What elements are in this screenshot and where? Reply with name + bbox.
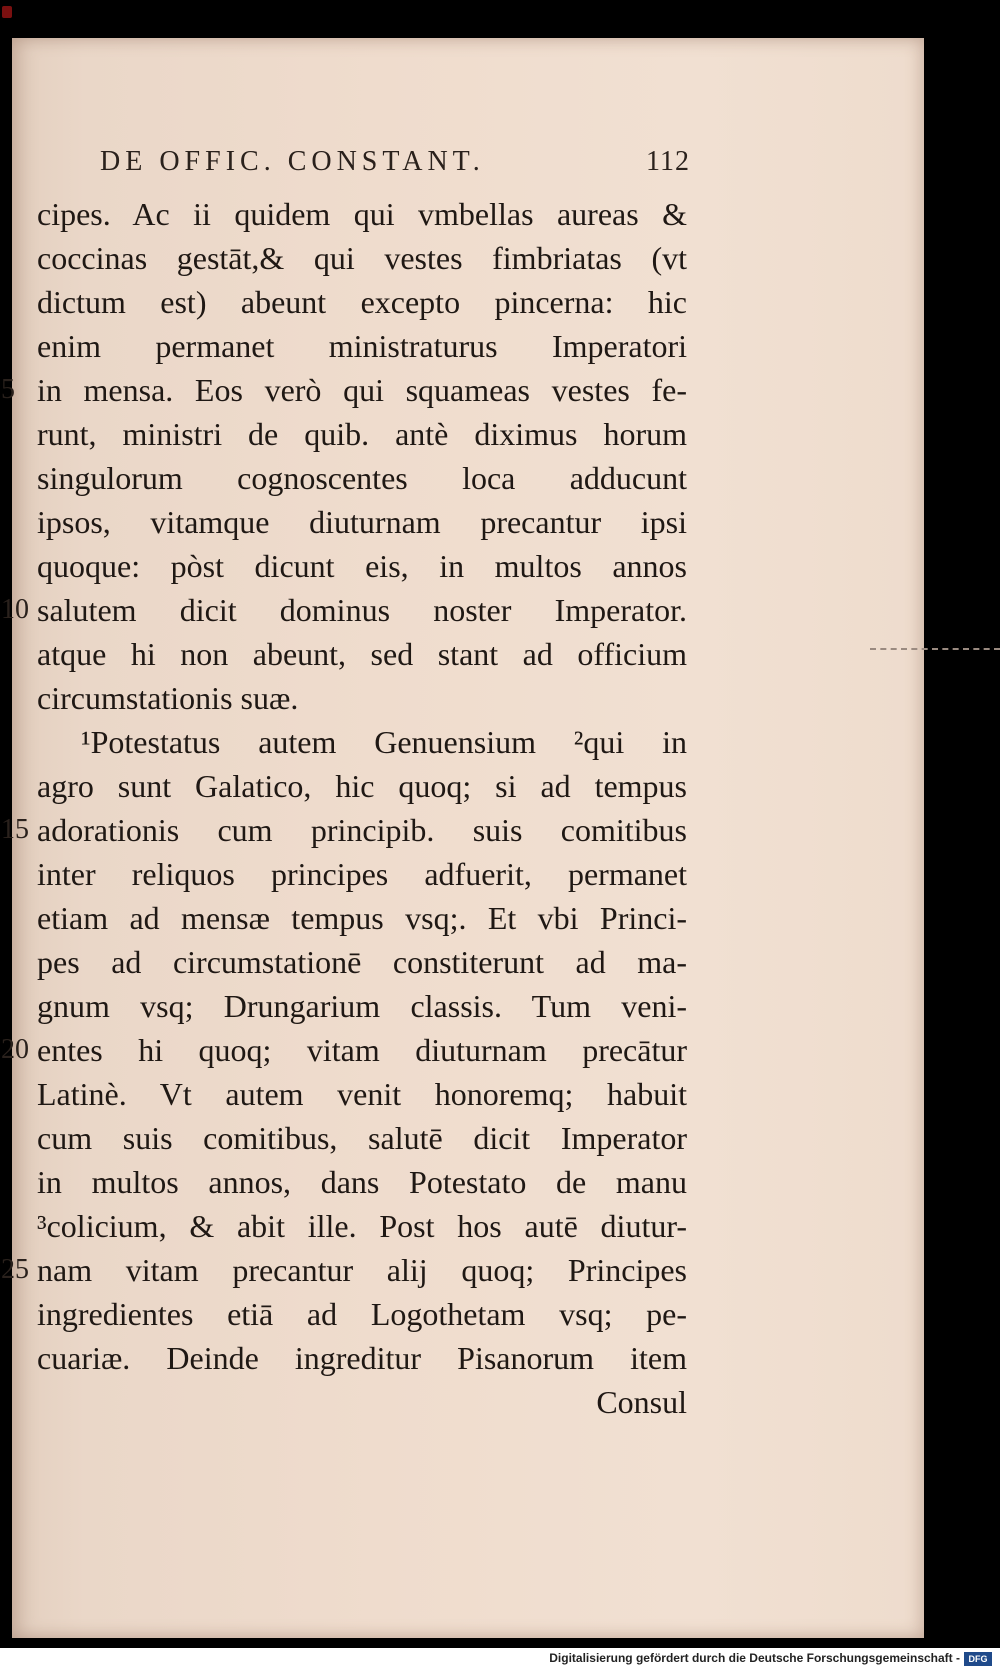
dfg-logo: DFG [964,1652,992,1666]
text-line: 25 nam vitam precantur alij quoq; Principes [37,1248,687,1292]
text-line: ingredientes etiā ad Logothetam vsq; pe- [37,1296,687,1332]
text-line: quoque: pòst dicunt eis, in multos annos [37,548,687,584]
running-header [100,146,690,178]
text-line: pes ad circumstationē constiterunt ad ma- [37,944,687,980]
text-line: inter reliquos principes adfuerit, permanet [37,856,687,892]
text-line: cum suis comitibus, salutē dicit Imperator [37,1120,687,1156]
text-line: runt, ministri de quib. antè diximus horum [37,416,687,452]
text-line: ³colicium, & abit ille. Post hos autē diutur- [37,1208,687,1244]
text-line: ipsos, vitamque diuturnam precantur ipsi [37,504,687,540]
text-line: 10 salutem dicit dominus noster Imperator. [37,588,687,632]
text-line: in multos annos, dans Potestato de manu [37,1164,687,1200]
text-line: circumstationis suæ. [37,680,299,716]
line-number: 15 [1,814,29,845]
text-line: 20 entes hi quoq; vitam diuturnam precātur [37,1028,687,1072]
color-calibration-mark [2,6,12,18]
text-line: agro sunt Galatico, hic quoq; si ad tempus [37,768,687,804]
page-number: 112 [646,146,690,177]
running-title: DE OFFIC. CONSTANT. [100,146,485,177]
text-line: cipes. Ac ii quidem qui vmbellas aureas & [37,196,687,232]
line-number: 20 [1,1034,29,1065]
line-number: 5 [1,374,15,405]
text-line: etiam ad mensæ tempus vsq;. Et vbi Princi- [37,900,687,936]
text-line: ¹Potestatus autem Genuensium ²qui in [81,724,687,760]
line-number: 10 [1,594,29,625]
line-number: 25 [1,1254,29,1285]
funding-credit: Digitalisierung gefördert durch die Deutsche Forschungsgemeinschaft - [549,1651,960,1665]
text-line: enim permanet ministraturus Imperatori [37,328,687,364]
text-line: Latinè. Vt autem venit honoremq; habuit [37,1076,687,1112]
body-text [1,192,687,1424]
text-line: 5 in mensa. Eos verò qui squameas vestes fe- [37,368,687,412]
scan-edge-marks [870,648,1000,652]
text-line: singulorum cognoscentes loca adducunt [37,460,687,496]
catchword: Consul [596,1384,687,1420]
text-line: cuariæ. Deinde ingreditur Pisanorum item [37,1340,687,1376]
text-line: dictum est) abeunt excepto pincerna: hic [37,284,687,320]
text-line: 15 adorationis cum principib. suis comitibus [37,808,687,852]
text-line: gnum vsq; Drungarium classis. Tum veni- [37,988,687,1024]
text-line: coccinas gestāt,& qui vestes fimbriatas (vt [37,240,687,276]
digitization-footer [0,1648,1000,1670]
text-line: atque hi non abeunt, sed stant ad officium [37,636,687,672]
